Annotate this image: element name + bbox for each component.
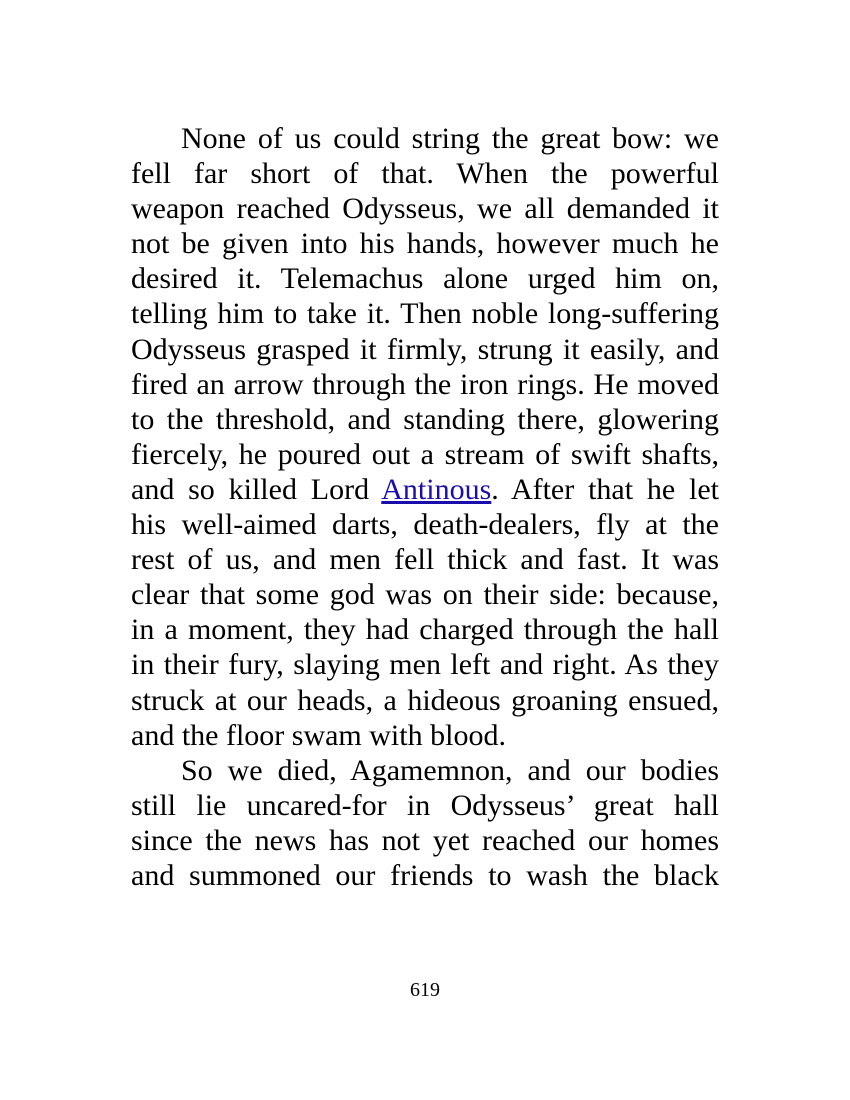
text-segment: . After that he let bbox=[491, 472, 719, 506]
text-line: clear that some god was on their side: because, bbox=[131, 578, 719, 612]
text-line: still lie uncared-for in Odysseus’ great hall bbox=[131, 788, 719, 822]
text-line: None of us could string the great bow: we bbox=[181, 122, 719, 155]
text-line: in a moment, they had charged through the hall bbox=[131, 613, 719, 647]
text-line: weapon reached Odysseus, we all demanded it bbox=[131, 192, 719, 226]
text-line: Odysseus grasped it firmly, strung it easily, and bbox=[131, 332, 719, 366]
text-line: fell far short of that. When the powerful bbox=[131, 157, 719, 191]
text-line: So we died, Agamemnon, and our bodies bbox=[181, 753, 719, 787]
text-line: and summoned our friends to wash the black bbox=[131, 858, 719, 892]
text-line: struck at our heads, a hideous groaning ensued, bbox=[131, 683, 719, 717]
text-line: fired an arrow through the iron rings. He moved bbox=[131, 367, 719, 401]
text-line: not be given into his hands, however much he bbox=[131, 227, 719, 261]
text-line-with-link bbox=[131, 472, 719, 507]
text-segment: and so killed Lord bbox=[131, 472, 382, 506]
text-line: and the floor swam with blood. bbox=[131, 718, 506, 752]
page-number: 619 bbox=[410, 979, 440, 1001]
text-line: in their fury, slaying men left and right. As they bbox=[131, 648, 719, 682]
text-line: desired it. Telemachus alone urged him on, bbox=[131, 262, 719, 296]
text-line: his well-aimed darts, death-dealers, fly at the bbox=[131, 508, 719, 542]
text-line: to the threshold, and standing there, glowering bbox=[131, 402, 719, 436]
text-line: telling him to take it. Then noble long-suffering bbox=[131, 297, 719, 331]
antinous-link[interactable]: Antinous bbox=[381, 472, 492, 506]
body-text bbox=[131, 121, 719, 893]
text-line: fiercely, he poured out a stream of swift shafts, bbox=[131, 437, 719, 471]
text-line: rest of us, and men fell thick and fast. It was bbox=[131, 543, 719, 577]
text-line: since the news has not yet reached our homes bbox=[131, 823, 719, 857]
